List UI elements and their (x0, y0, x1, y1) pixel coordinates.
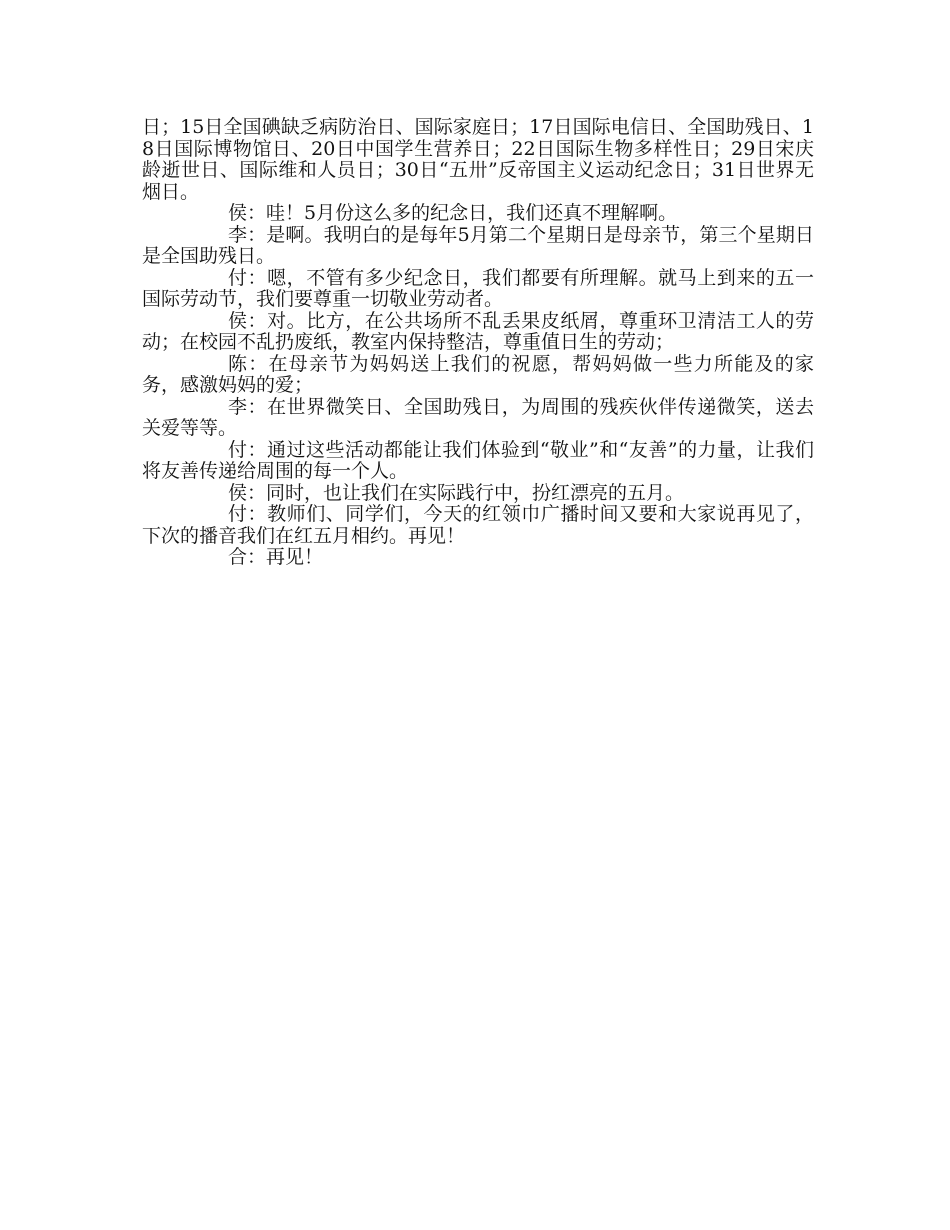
paragraph-hou-2: 侯：对。比方，在公共场所不乱丢果皮纸屑，尊重环卫清洁工人的劳动；在校园不乱扔废纸，教室内保持整洁，尊重值日生的劳动； (142, 309, 814, 353)
paragraph-all: 合：再见！ (228, 546, 324, 568)
paragraph-li-1: 李：是啊。我明白的是每年5月第二个星期日是母亲节，第三个星期日是全国助残日。 (142, 223, 814, 267)
paragraph-li-2: 李：在世界微笑日、全国助残日，为周围的残疾伙伴传递微笑，送去关爱等等。 (142, 395, 814, 439)
paragraph-hou-3: 侯：同时，也让我们在实际践行中，扮红漂亮的五月。 (228, 481, 685, 504)
paragraph-fu-2: 付：通过这些活动都能让我们体验到“敬业”和“友善”的力量，让我们将友善传递给周围的每一个人。 (142, 438, 814, 482)
paragraph-dates-continued: 日；15日全国碘缺乏病防治日、国际家庭日；17日国际电信日、全国助残日、18日国际博物馆日、20日中国学生营养日；22日国际生物多样性日；29日宋庆龄逝世日、国际维和人员日；30日“五卅”反帝国主义运动纪念日；31日世界无烟日。 (142, 116, 814, 203)
document-body (142, 117, 814, 569)
paragraph-chen-1: 陈：在母亲节为妈妈送上我们的祝愿，帮妈妈做一些力所能及的家务，感激妈妈的爱； (142, 352, 814, 396)
paragraph-fu-1: 付：嗯，不管有多少纪念日，我们都要有所理解。就马上到来的五一国际劳动节，我们要尊重一切敬业劳动者。 (142, 266, 814, 310)
paragraph-fu-3: 付：教师们、同学们，今天的红领巾广播时间又要和大家说再见了，下次的播音我们在红五月相约。再见！ (142, 503, 814, 547)
paragraph-hou-1: 侯：哇！5月份这么多的纪念日，我们还真不理解啊。 (228, 202, 678, 224)
